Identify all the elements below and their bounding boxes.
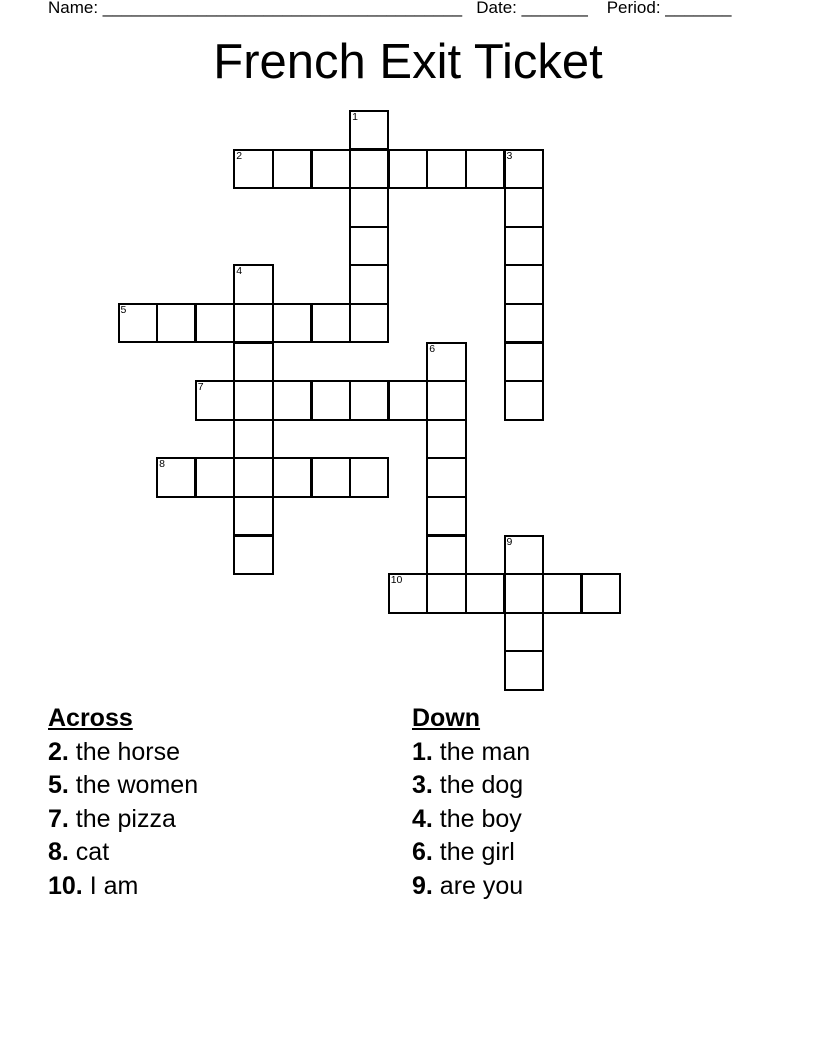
name-field[interactable]: ______________________________________ <box>102 0 463 17</box>
crossword-cell[interactable] <box>388 380 428 420</box>
clue-item <box>412 769 530 803</box>
crossword-cell[interactable] <box>233 264 273 304</box>
clue-item <box>48 836 198 870</box>
clue-text: the dog <box>432 771 524 799</box>
clue-number: 5. <box>48 771 69 799</box>
clue-text: the boy <box>432 804 522 833</box>
crossword-cell[interactable] <box>195 457 235 497</box>
page-title: French Exit Ticket <box>213 35 603 89</box>
crossword-cell[interactable] <box>426 573 466 613</box>
crossword-cell[interactable] <box>233 380 273 420</box>
clue-number: 9. <box>412 871 433 900</box>
clue-text: the pizza <box>68 804 176 833</box>
clue-text: I am <box>82 871 139 900</box>
crossword-cell[interactable] <box>349 303 389 343</box>
crossword-cell[interactable] <box>465 573 505 613</box>
crossword-cell[interactable] <box>581 573 621 613</box>
crossword-cell[interactable] <box>504 650 544 690</box>
period-label: Period: <box>606 0 666 17</box>
crossword-cell[interactable] <box>156 303 196 343</box>
crossword-cell[interactable] <box>504 149 544 189</box>
crossword-cell[interactable] <box>504 342 544 382</box>
cell-number: 2 <box>236 149 243 162</box>
crossword-cell[interactable] <box>233 496 273 536</box>
crossword-cell[interactable] <box>388 149 428 189</box>
crossword-cell[interactable] <box>349 457 389 497</box>
crossword-cell[interactable] <box>426 496 466 536</box>
cell-number: 5 <box>120 304 127 316</box>
cell-number: 1 <box>352 111 358 123</box>
clue-item <box>412 736 530 770</box>
date-field[interactable]: _______ <box>521 0 588 17</box>
clue-number: 3. <box>412 771 433 799</box>
clue-text: the girl <box>432 838 515 866</box>
crossword-cell[interactable] <box>272 380 312 420</box>
crossword-cell[interactable] <box>118 303 158 343</box>
cell-number: 3 <box>506 149 513 162</box>
crossword-cell[interactable] <box>233 535 273 575</box>
crossword-cell[interactable] <box>349 226 389 266</box>
cell-number: 8 <box>159 458 165 471</box>
crossword-cell[interactable] <box>504 573 544 613</box>
crossword-cell[interactable] <box>311 149 351 189</box>
clue-item <box>48 803 198 837</box>
crossword-cell[interactable] <box>156 457 196 497</box>
crossword-cell[interactable] <box>311 380 351 420</box>
clue-text: are you <box>432 871 524 900</box>
crossword-cell[interactable] <box>504 535 544 575</box>
clue-number: 10. <box>48 871 83 900</box>
cell-number: 7 <box>197 381 204 394</box>
crossword-cell[interactable] <box>349 187 389 227</box>
crossword-cell[interactable] <box>426 457 466 497</box>
crossword-cell[interactable] <box>349 264 389 304</box>
crossword-cell[interactable] <box>233 149 273 189</box>
clue-text: the horse <box>68 737 181 766</box>
crossword-cell[interactable] <box>426 342 466 382</box>
clue-number: 4. <box>412 804 433 833</box>
crossword-cell[interactable] <box>195 303 235 343</box>
crossword-cell[interactable] <box>349 380 389 420</box>
clue-item <box>412 836 530 870</box>
crossword-cell[interactable] <box>426 380 466 420</box>
cell-number: 4 <box>236 265 243 278</box>
clue-number: 7. <box>48 804 69 833</box>
clue-number: 2. <box>48 737 69 766</box>
crossword-cell[interactable] <box>233 303 273 343</box>
crossword-cell[interactable] <box>426 419 466 459</box>
crossword-cell[interactable] <box>233 457 273 497</box>
clue-item <box>412 870 530 904</box>
clue-text: cat <box>68 838 110 866</box>
crossword-cell[interactable] <box>504 380 544 420</box>
crossword-cell[interactable] <box>426 149 466 189</box>
crossword-cell[interactable] <box>272 149 312 189</box>
crossword-cell[interactable] <box>388 573 428 613</box>
crossword-cell[interactable] <box>504 187 544 227</box>
clue-text: the women <box>68 771 199 799</box>
crossword-cell[interactable] <box>542 573 582 613</box>
clue-item <box>48 736 198 770</box>
clue-text: the man <box>432 737 531 766</box>
crossword-cell[interactable] <box>349 149 389 189</box>
crossword-cell[interactable] <box>504 612 544 652</box>
clue-number: 1. <box>412 737 433 766</box>
across-heading: Across <box>48 704 133 732</box>
crossword-cell[interactable] <box>233 342 273 382</box>
header-line <box>48 0 816 18</box>
crossword-cell[interactable] <box>465 149 505 189</box>
crossword-cell[interactable] <box>233 419 273 459</box>
crossword-cell[interactable] <box>349 110 389 150</box>
crossword-cell[interactable] <box>504 303 544 343</box>
crossword-cell[interactable] <box>504 226 544 266</box>
crossword-cell[interactable] <box>272 303 312 343</box>
clue-number: 6. <box>412 838 433 866</box>
crossword-cell[interactable] <box>311 303 351 343</box>
down-heading: Down <box>412 704 481 732</box>
cell-number: 6 <box>429 342 436 355</box>
cell-number: 10 <box>390 574 403 587</box>
crossword-cell[interactable] <box>504 264 544 304</box>
across-clues <box>48 702 198 903</box>
period-field[interactable]: _______ <box>665 0 732 17</box>
date-label: Date: <box>476 0 522 17</box>
crossword-cell[interactable] <box>426 535 466 575</box>
clue-number: 8. <box>48 838 69 866</box>
crossword-cell[interactable] <box>311 457 351 497</box>
cell-number: 9 <box>506 535 513 548</box>
crossword-cell[interactable] <box>272 457 312 497</box>
down-clues <box>412 702 530 903</box>
clue-item <box>412 803 530 837</box>
clue-item <box>48 870 198 904</box>
clue-item <box>48 769 198 803</box>
crossword-cell[interactable] <box>195 380 235 420</box>
name-label: Name: <box>48 0 103 17</box>
